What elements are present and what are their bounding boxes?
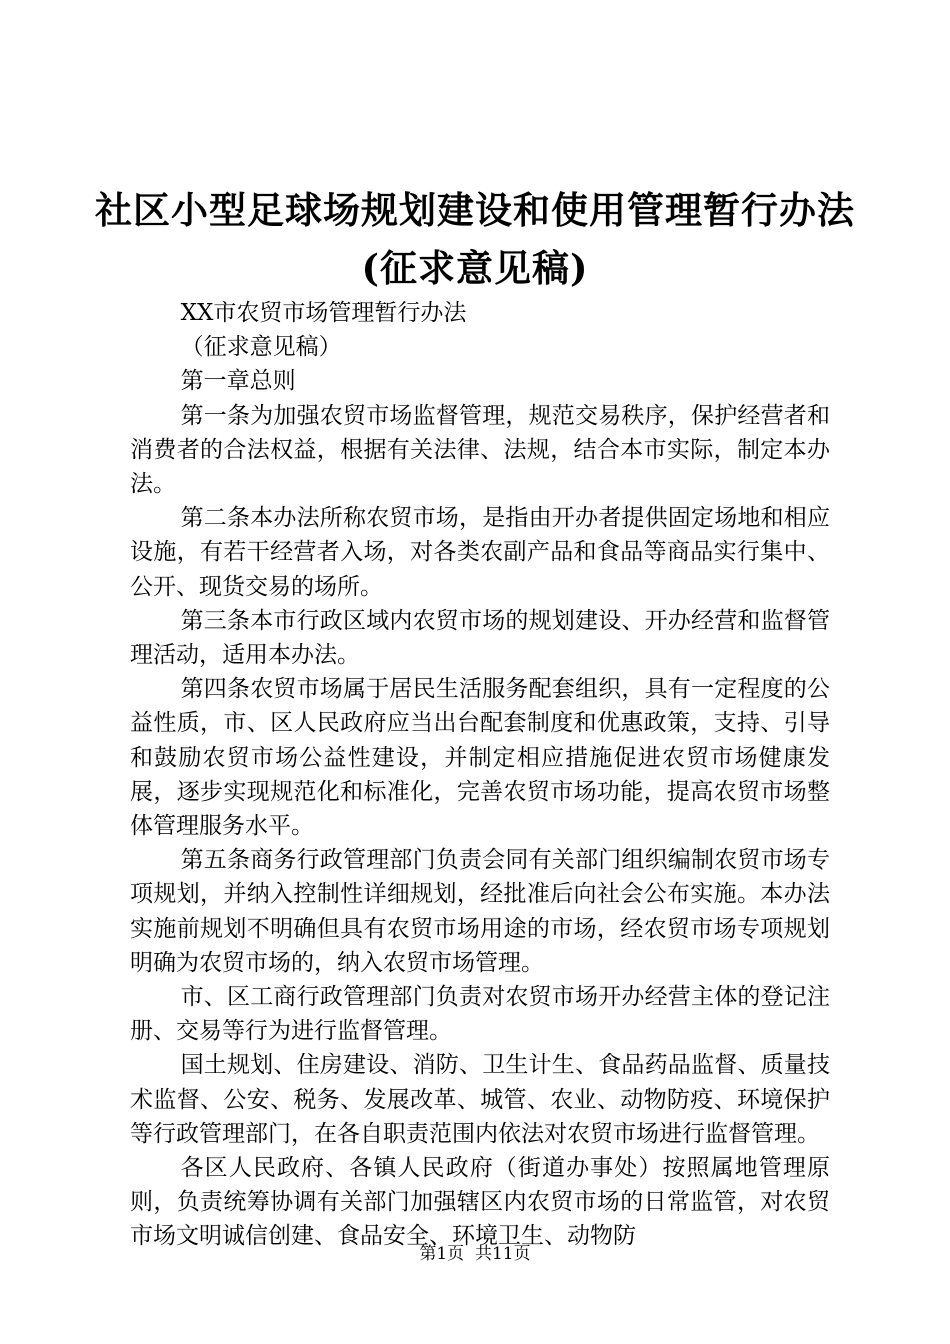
body-paragraph: 第一条为加强农贸市场监督管理，规范交易秩序，保护经营者和消费者的合法权益，根据有关法律、法规，结合本市实际，制定本办法。 [130, 402, 830, 498]
body-paragraph: 第二条本办法所称农贸市场，是指由开办者提供固定场地和相应设施，有若干经营者入场，对各类农副产品和食品等商品实行集中、公开、现货交易的场所。 [130, 505, 830, 600]
body-paragraph: 国土规划、住房建设、消防、卫生计生、食品药品监督、质量技术监督、公安、税务、发展改革、城管、农业、动物防疫、环境保护等行政管理部门，在各自职责范围内依法对农贸市场进行监督管理。 [130, 1052, 830, 1147]
body-paragraph: 第三条本市行政区域内农贸市场的规划建设、开办经营和监督管理活动，适用本办法。 [130, 607, 830, 669]
body-paragraph: （征求意见稿） [180, 334, 342, 361]
body-paragraph: 第五条商务行政管理部门负责会同有关部门组织编制农贸市场专项规划，并纳入控制性详细规划，经批准后向社会公布实施。本办法实施前规划不明确但具有农贸市场用途的市场，经农贸市场专项规划明确为农贸市场的，纳入农贸市场管理。 [130, 847, 830, 976]
body-paragraph: 市、区工商行政管理部门负责对农贸市场开办经营主体的登记注册、交易等行为进行监督管理。 [130, 984, 830, 1045]
document-subtitle: (征求意见稿) [361, 246, 589, 290]
page-number-footer: 第1页 共11页 [419, 1244, 531, 1264]
body-paragraph: 第四条农贸市场属于居民生活服务配套组织，具有一定程度的公益性质，市、区人民政府应当出台配套制度和优惠政策，支持、引导和鼓励农贸市场公益性建设，并制定相应措施促进农贸市场健康发展，逐步实现规范化和标准化，完善农贸市场功能，提高农贸市场整体管理服务水平。 [130, 676, 830, 840]
body-paragraph: 各区人民政府、各镇人民政府（街道办事处）按照属地管理原则，负责统筹协调有关部门加强辖区内农贸市场的日常监管，对农贸市场文明诚信创建、食品安全、环境卫生、动物防 [130, 1155, 830, 1250]
body-paragraph: XX市农贸市场管理暂行办法 [180, 300, 467, 326]
document-body [130, 296, 830, 1254]
document-title: 社区小型足球场规划建设和使用管理暂行办法 [95, 188, 855, 232]
body-paragraph: 第一章总则 [180, 368, 296, 395]
